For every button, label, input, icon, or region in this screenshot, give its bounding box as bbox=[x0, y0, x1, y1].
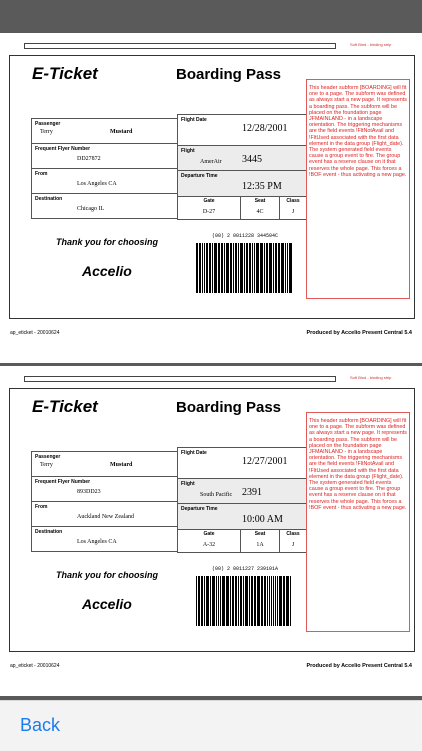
barcode-bar bbox=[249, 576, 250, 626]
destination-cell bbox=[31, 526, 178, 552]
back-button[interactable]: Back bbox=[20, 715, 61, 735]
seat-label: Seat bbox=[254, 198, 266, 204]
seat-label: Seat bbox=[254, 531, 266, 537]
barcode-bar bbox=[212, 243, 213, 293]
gate-label: Gate bbox=[203, 198, 215, 204]
from-value: Auckland New Zealand bbox=[77, 514, 134, 520]
departure-value: 10:00 AM bbox=[242, 514, 283, 525]
barcode-bar bbox=[235, 576, 237, 626]
note-text: This header subform [BOARDING] will fit one to a page. The subform was defined as always start a new page. It represents a boarding pass. The subform will be placed on the foundation page JFMAINLAND - in a landscape orientation. The triggering mechanisms are the field events !FltNotAvail and !FltUsed associated with the first data element in the data group (Flight_date). The system generated field events cause a group event to fire. The group event has a reserve clause on it that reserves the whole page. This forces a !BOF event - thus activating a new page. bbox=[309, 418, 407, 511]
barcode-bar bbox=[264, 576, 266, 626]
class-label: Class bbox=[286, 198, 300, 204]
seat-value: 1A bbox=[256, 542, 264, 548]
barcode-bar bbox=[218, 243, 220, 293]
thanks-text: Thank you for choosing bbox=[56, 237, 159, 247]
destination-label: Destination bbox=[35, 196, 63, 202]
frequent-flyer-value: 893DD23 bbox=[77, 489, 101, 495]
frequent-flyer-value: DD27872 bbox=[77, 156, 101, 162]
flight-number-value: 2391 bbox=[242, 487, 262, 498]
class-value: J bbox=[291, 542, 295, 548]
barcode-bar bbox=[271, 576, 272, 626]
class-cell bbox=[279, 529, 307, 553]
barcode-bar bbox=[264, 243, 265, 293]
flight-date-value: 12/28/2001 bbox=[242, 123, 288, 134]
barcode-bar bbox=[273, 576, 274, 626]
gate-cell bbox=[177, 529, 241, 553]
barcode-number: (00) 2 0011228 344504C bbox=[212, 233, 279, 239]
departure-value: 12:35 PM bbox=[242, 181, 282, 192]
passenger-first: Terry bbox=[40, 129, 53, 135]
barcode-bar bbox=[230, 243, 232, 293]
barcode-bar bbox=[199, 243, 201, 293]
barcode-bar bbox=[266, 243, 268, 293]
seat-value: 4C bbox=[256, 209, 264, 215]
barcode-bar bbox=[257, 576, 260, 626]
barcode-bar bbox=[285, 243, 286, 293]
barcode-bar bbox=[243, 576, 244, 626]
barcode-bar bbox=[212, 576, 215, 626]
boarding-pass-title: Boarding Pass bbox=[176, 399, 282, 416]
barcode-bar bbox=[281, 243, 284, 293]
departure-cell bbox=[177, 170, 307, 197]
seat-cell bbox=[240, 529, 280, 553]
ticket-page-1 bbox=[0, 33, 422, 363]
barcode-bar bbox=[256, 243, 259, 293]
barcode-image bbox=[196, 243, 296, 293]
footer-left: ap_eticket - 20010624 bbox=[10, 663, 60, 669]
barcode-bar bbox=[214, 243, 217, 293]
soft-bind-label: Soft Bind - binding strip bbox=[350, 375, 392, 380]
barcode-bar bbox=[290, 576, 291, 626]
barcode-bar bbox=[277, 576, 278, 626]
accelio-logo-text: Accelio bbox=[82, 263, 132, 279]
passenger-label: Passenger bbox=[35, 121, 61, 127]
flight-date-label: Flight Date bbox=[181, 117, 207, 123]
barcode-bar bbox=[275, 243, 277, 293]
barcode-bar bbox=[278, 243, 280, 293]
from-label: From bbox=[35, 171, 48, 177]
barcode-bar bbox=[267, 576, 268, 626]
barcode-bar bbox=[275, 576, 276, 626]
barcode-bar bbox=[201, 576, 203, 626]
barcode-bar bbox=[222, 576, 225, 626]
passenger-label: Passenger bbox=[35, 454, 61, 460]
barcode-bar bbox=[216, 576, 217, 626]
barcode-bar bbox=[254, 243, 255, 293]
barcode-bar bbox=[254, 576, 256, 626]
frequent-flyer-label: Frequent Flyer Number bbox=[35, 479, 91, 485]
barcode-bar bbox=[283, 576, 285, 626]
barcode-bar bbox=[196, 243, 198, 293]
barcode-bar bbox=[209, 243, 211, 293]
barcode-bar bbox=[240, 576, 242, 626]
barcode-bar bbox=[220, 576, 221, 626]
barcode-number: (00) 2 0011227 239101A bbox=[212, 566, 279, 572]
class-label: Class bbox=[286, 531, 300, 537]
barcode-bar bbox=[286, 576, 289, 626]
flight-cell bbox=[177, 478, 307, 504]
flight-number-value: 3445 bbox=[242, 154, 262, 165]
gate-label: Gate bbox=[203, 531, 215, 537]
flight-label: Flight bbox=[181, 481, 195, 487]
gate-cell bbox=[177, 196, 241, 220]
barcode-bar bbox=[269, 243, 272, 293]
eticket-title: E-Ticket bbox=[32, 64, 98, 83]
destination-label: Destination bbox=[35, 529, 63, 535]
barcode-bar bbox=[289, 243, 292, 293]
barcode-bar bbox=[210, 576, 211, 626]
barcode-bar bbox=[204, 576, 205, 626]
barcode-bar bbox=[269, 576, 270, 626]
barcode-bar bbox=[238, 576, 239, 626]
note-text: This header subform [BOARDING] will fit one to a page. The subform was defined as always start a new page. It represents a boarding pass. The subform will be placed on the foundation page JFMAINLAND - in a landscape orientation. The triggering mechanisms are the field events !FltNotAvail and !FltUsed associated with the first data element in the data group (Flight_date). The system generated field events cause a group event to fire. The group event has a reserve clause on it that reserves the whole page. This forces a !BOF event - thus activating a new page. bbox=[309, 85, 407, 178]
gate-value: A-32 bbox=[202, 542, 216, 548]
departure-label: Departure Time bbox=[181, 506, 218, 512]
barcode-bar bbox=[287, 243, 288, 293]
airline-value: AmerAir bbox=[200, 159, 222, 165]
barcode-bar bbox=[273, 243, 274, 293]
barcode-bar bbox=[238, 243, 239, 293]
flight-date-label: Flight Date bbox=[181, 450, 207, 456]
class-cell bbox=[279, 196, 307, 220]
binding-strip bbox=[24, 43, 336, 49]
from-cell bbox=[31, 168, 178, 194]
departure-cell bbox=[177, 503, 307, 530]
flight-label: Flight bbox=[181, 148, 195, 154]
flight-cell bbox=[177, 145, 307, 171]
destination-value: Los Angeles CA bbox=[77, 539, 117, 545]
passenger-cell bbox=[31, 118, 178, 144]
from-value: Los Angeles CA bbox=[77, 181, 117, 187]
ticket-page-2 bbox=[0, 366, 422, 696]
barcode-bar bbox=[226, 243, 229, 293]
barcode-bar bbox=[218, 576, 219, 626]
passenger-last: Mustard bbox=[110, 462, 133, 468]
barcode-bar bbox=[233, 243, 234, 293]
barcode-bar bbox=[252, 243, 253, 293]
barcode-bar bbox=[235, 243, 237, 293]
class-value: J bbox=[291, 209, 295, 215]
barcode-bar bbox=[206, 243, 208, 293]
barcode-bar bbox=[240, 243, 243, 293]
flight-date-value: 12/27/2001 bbox=[242, 456, 288, 467]
barcode-bar bbox=[230, 576, 231, 626]
barcode-bar bbox=[224, 243, 225, 293]
barcode-bar bbox=[249, 243, 251, 293]
passenger-first: Terry bbox=[40, 462, 53, 468]
barcode-bar bbox=[260, 243, 263, 293]
barcode-bar bbox=[246, 243, 248, 293]
bottom-toolbar bbox=[0, 700, 422, 751]
airline-value: South Pacific bbox=[200, 492, 233, 498]
barcode-bar bbox=[221, 243, 223, 293]
flight-date-cell bbox=[177, 114, 307, 146]
barcode-bar bbox=[261, 576, 263, 626]
seat-cell bbox=[240, 196, 280, 220]
binding-strip bbox=[24, 376, 336, 382]
frequent-flyer-label: Frequent Flyer Number bbox=[35, 146, 91, 152]
barcode-bar bbox=[279, 576, 282, 626]
barcode-image bbox=[196, 576, 296, 626]
boarding-pass-title: Boarding Pass bbox=[176, 66, 282, 83]
footer-right: Produced by Accelio Present Central 5.4 bbox=[306, 663, 412, 669]
eticket-title: E-Ticket bbox=[32, 397, 98, 416]
barcode-bar bbox=[251, 576, 253, 626]
from-label: From bbox=[35, 504, 48, 510]
footer-right: Produced by Accelio Present Central 5.4 bbox=[306, 330, 412, 336]
soft-bind-label: Soft Bind - binding strip bbox=[350, 42, 392, 47]
flight-date-cell bbox=[177, 447, 307, 479]
destination-value: Chicago IL bbox=[77, 206, 105, 212]
passenger-last: Mustard bbox=[110, 129, 133, 135]
barcode-bar bbox=[196, 576, 197, 626]
gate-value: D-27 bbox=[202, 209, 216, 215]
frequent-flyer-cell bbox=[31, 143, 178, 169]
barcode-bar bbox=[232, 576, 234, 626]
accelio-logo-text: Accelio bbox=[82, 596, 132, 612]
barcode-bar bbox=[245, 576, 248, 626]
barcode-bar bbox=[202, 243, 203, 293]
frequent-flyer-cell bbox=[31, 476, 178, 502]
destination-cell bbox=[31, 193, 178, 219]
barcode-bar bbox=[206, 576, 209, 626]
footer-left: ap_eticket - 20010624 bbox=[10, 330, 60, 336]
from-cell bbox=[31, 501, 178, 527]
thanks-text: Thank you for choosing bbox=[56, 570, 159, 580]
barcode-bar bbox=[244, 243, 245, 293]
passenger-cell bbox=[31, 451, 178, 477]
barcode-bar bbox=[198, 576, 200, 626]
departure-label: Departure Time bbox=[181, 173, 218, 179]
barcode-bar bbox=[226, 576, 229, 626]
barcode-bar bbox=[204, 243, 205, 293]
